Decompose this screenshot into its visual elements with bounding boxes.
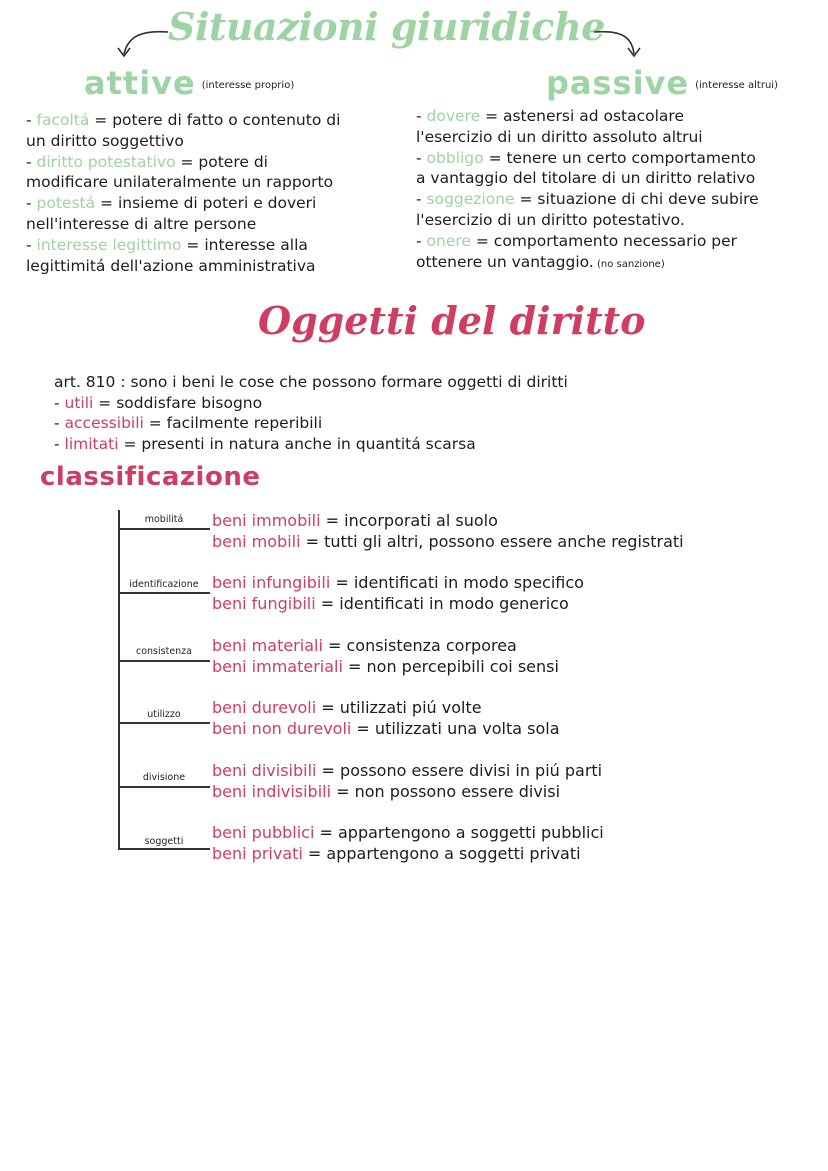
list-item: - diritto potestativo = potere di	[26, 152, 268, 171]
branch-label: mobilitá	[144, 514, 184, 525]
list-item: - facoltá = potere di fatto o contenuto di	[26, 111, 341, 129]
list-item-continuation: un diritto soggettivo	[26, 131, 184, 150]
list-item: - obbligo = tenere un certo comportamento	[416, 148, 756, 167]
active-note: (interesse proprio)	[201, 79, 295, 91]
passive-heading	[546, 64, 778, 102]
list-item-continuation: nell'interesse di altre persone	[26, 214, 257, 233]
list-item-continuation: modificare unilateralmente un rapporto	[26, 173, 334, 192]
branch-label: consistenza	[136, 646, 192, 657]
list-item: - interesse legittimo = interesse alla	[26, 235, 308, 254]
objects-list	[54, 372, 568, 454]
list-item: - utili = soddisfare bisogno	[54, 393, 263, 412]
branch-label: utilizzo	[147, 709, 181, 720]
branch-line	[118, 722, 210, 724]
page-title: Situazioni giuridiche	[168, 4, 605, 49]
section-title: Oggetti del diritto	[258, 298, 646, 343]
passive-label: passive	[546, 64, 690, 102]
passive-list	[416, 106, 759, 275]
tree-trunk	[118, 510, 120, 848]
branch-label: identificazione	[129, 579, 199, 590]
active-label: attive	[84, 64, 196, 102]
branch-line	[118, 660, 210, 662]
branch-pair: beni pubblici = appartengono a soggetti pubblici beni privati = appartengono a soggetti privati	[212, 823, 604, 863]
branch-line	[118, 848, 210, 850]
classification-title: classificazione	[40, 462, 261, 492]
list-item: - dovere = astenersi ad ostacolare	[416, 107, 684, 125]
list-item: - soggezione = situazione di chi deve subire	[416, 190, 759, 209]
list-item-continuation: legittimitá dell'azione amministrativa	[26, 256, 316, 275]
list-item: - potestá = insieme di poteri e doveri	[26, 194, 317, 213]
list-item-continuation: l'esercizio di un diritto potestativo.	[416, 210, 685, 229]
branch-label: divisione	[142, 772, 186, 783]
branch-label: soggetti	[144, 836, 184, 847]
arrow-right-icon	[592, 28, 652, 68]
branch-line	[118, 592, 210, 594]
list-item: - accessibili = facilmente reperibili	[54, 414, 323, 432]
active-heading	[84, 64, 294, 102]
arrow-left-icon	[112, 28, 172, 68]
list-item-continuation: l'esercizio di un diritto assoluto altrui	[416, 127, 703, 146]
active-list	[26, 110, 340, 276]
note: (no sanzione)	[593, 258, 665, 270]
list-item-continuation: ottenere un vantaggio. (no sanzione)	[416, 252, 665, 271]
article-text: art. 810 : sono i beni le cose che possono formare oggetti di diritti	[54, 373, 568, 391]
branch-line	[118, 786, 210, 788]
branch-pair: beni infungibili = identificati in modo specifico beni fungibili = identificati in modo generico	[212, 573, 584, 613]
branch-pair: beni materiali = consistenza corporea beni immateriali = non percepibili coi sensi	[212, 636, 559, 676]
branch-pair: beni immobili = incorporati al suolo beni mobili = tutti gli altri, possono essere anche registrati	[212, 511, 684, 551]
branch-pair: beni durevoli = utilizzati piú volte beni non durevoli = utilizzati una volta sola	[212, 698, 560, 738]
list-item-continuation: a vantaggio del titolare di un diritto relativo	[416, 169, 756, 188]
branch-line	[118, 528, 210, 530]
list-item: - limitati = presenti in natura anche in quantitá scarsa	[54, 434, 476, 453]
passive-note: (interesse altrui)	[695, 79, 778, 91]
branch-pair: beni divisibili = possono essere divisi in piú parti beni indivisibili = non possono essere divisi	[212, 761, 603, 801]
list-item: - onere = comportamento necessario per	[416, 231, 738, 250]
